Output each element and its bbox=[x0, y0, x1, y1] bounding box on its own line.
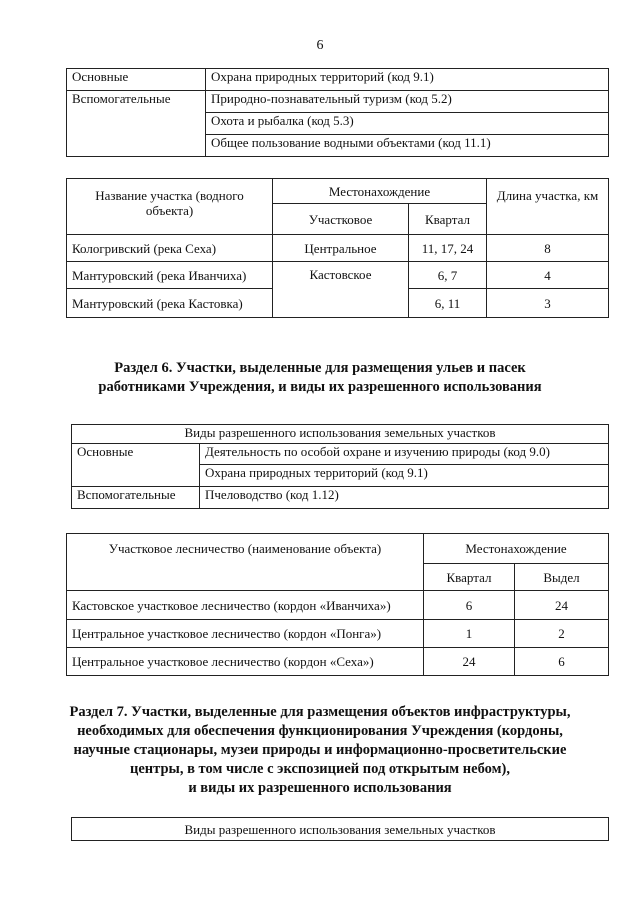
table-cell-forestry: Центральное участковое лесничество (кордон «Понга») bbox=[67, 620, 424, 648]
use-cell: Деятельность по особой охране и изучению природы (код 9.0) bbox=[200, 444, 609, 465]
use-cell: Охрана природных территорий (код 9.1) bbox=[200, 465, 609, 487]
header-quarter: Квартал bbox=[409, 204, 487, 235]
permitted-use-table-3 bbox=[71, 817, 609, 841]
table-cell-forestry: Центральное участковое лесничество (кордон «Сеха») bbox=[67, 648, 424, 676]
table-header: Виды разрешенного использования земельных участков bbox=[72, 818, 609, 841]
header-quarter: Квартал bbox=[424, 564, 515, 591]
header-location: Местонахождение bbox=[424, 534, 609, 564]
table-cell-length: 4 bbox=[487, 262, 609, 289]
use-type-cell: Вспомогательные bbox=[72, 487, 200, 509]
use-type-cell: Основные bbox=[72, 444, 200, 487]
section-heading-line: необходимых для обеспечения функционирования Учреждения (кордоны, bbox=[77, 723, 563, 739]
table-cell-quarter: 24 bbox=[424, 648, 515, 676]
table-cell-section: 6 bbox=[515, 648, 609, 676]
section-heading-line: научные стационары, музеи природы и информационно-просветительские bbox=[73, 742, 567, 758]
table-cell-district: Центральное bbox=[273, 235, 409, 262]
table-cell-name: Мантуровский (река Кастовка) bbox=[67, 289, 273, 318]
section-heading-line: Раздел 7. Участки, выделенные для размещения объектов инфраструктуры, bbox=[69, 704, 571, 720]
use-cell: Общее пользование водными объектами (код 11.1) bbox=[206, 135, 609, 157]
table-header: Виды разрешенного использования земельных участков bbox=[72, 425, 609, 444]
table-cell-name: Мантуровский (река Иванчиха) bbox=[67, 262, 273, 289]
table-cell-quarter: 6 bbox=[424, 591, 515, 620]
use-cell: Природно-познавательный туризм (код 5.2) bbox=[206, 91, 609, 113]
header-district: Участковое bbox=[273, 204, 409, 235]
table-cell-quarter: 1 bbox=[424, 620, 515, 648]
table-cell-quarter: 6, 11 bbox=[409, 289, 487, 318]
table-cell-length: 3 bbox=[487, 289, 609, 318]
section-heading-line: работниками Учреждения, и виды их разрешенного использования bbox=[98, 379, 542, 395]
header-forestry: Участковое лесничество (наименование объекта) bbox=[67, 534, 424, 591]
table-cell-length: 8 bbox=[487, 235, 609, 262]
water-sections-table bbox=[66, 178, 609, 318]
forestry-table bbox=[66, 533, 609, 676]
header-section: Выдел bbox=[515, 564, 609, 591]
header-location: Местонахождение bbox=[273, 179, 487, 204]
section-6-heading bbox=[0, 359, 640, 397]
use-cell: Охота и рыбалка (код 5.3) bbox=[206, 113, 609, 135]
page-number: 6 bbox=[316, 38, 324, 53]
table-cell-section: 24 bbox=[515, 591, 609, 620]
header-length: Длина участка, км bbox=[487, 179, 609, 235]
section-7-heading bbox=[0, 703, 640, 798]
table-cell-quarter: 6, 7 bbox=[409, 262, 487, 289]
permitted-use-table-1 bbox=[66, 68, 609, 157]
table-cell-name: Кологривский (река Сеха) bbox=[67, 235, 273, 262]
use-type-cell: Вспомогательные bbox=[67, 91, 206, 157]
table-cell-quarter: 11, 17, 24 bbox=[409, 235, 487, 262]
use-cell: Охрана природных территорий (код 9.1) bbox=[206, 69, 609, 91]
use-type-cell: Основные bbox=[67, 69, 206, 91]
table-cell-section: 2 bbox=[515, 620, 609, 648]
section-heading-line: и виды их разрешенного использования bbox=[188, 780, 452, 796]
section-heading-line: центры, в том числе с экспозицией под открытым небом), bbox=[130, 761, 510, 777]
table-cell-district: Кастовское bbox=[273, 262, 409, 318]
use-cell: Пчеловодство (код 1.12) bbox=[200, 487, 609, 509]
table-cell-forestry: Кастовское участковое лесничество (кордон «Иванчиха») bbox=[67, 591, 424, 620]
permitted-use-table-2 bbox=[71, 424, 609, 509]
section-heading-line: Раздел 6. Участки, выделенные для размещения ульев и пасек bbox=[114, 360, 526, 376]
header-section-name: Название участка (водного объекта) bbox=[67, 179, 273, 235]
